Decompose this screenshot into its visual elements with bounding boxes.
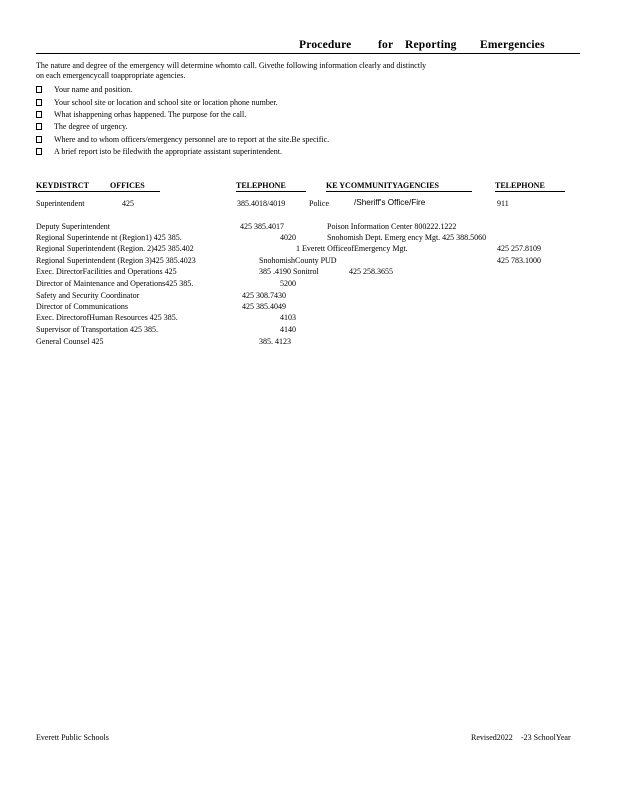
list-item: Your school site or location and school site or location phone number.	[54, 98, 278, 107]
office-phone: 385.4018/4019	[237, 199, 286, 208]
title-word-reporting: Reporting	[405, 39, 457, 51]
bullet-box-icon	[36, 99, 42, 106]
office-cell: Exec. DirectorFacilities and Operations 425	[36, 267, 177, 276]
phone-cell: 425 385.4017	[240, 222, 284, 231]
office-cell: Exec. DirectorofHuman Resources 425 385.	[36, 313, 178, 322]
office-cell: Regional Superintendent (Region. 2)425 385.402	[36, 244, 194, 253]
office-cell: Director of Maintenance and Operations425 385.	[36, 279, 194, 288]
phone-cell: 425 308.7430	[242, 291, 286, 300]
area-code: 425	[122, 199, 134, 208]
header-telephone-right: TELEPHONE	[495, 181, 545, 190]
phone-cell: 385. 4123	[259, 337, 291, 346]
header-offices: OFFICES	[110, 181, 145, 190]
bullet-box-icon	[36, 136, 42, 143]
header-key-district: KEYDISTRCT	[36, 181, 89, 190]
bullet-box-icon	[36, 123, 42, 130]
header-underline	[326, 191, 472, 192]
list-item: Your name and position.	[54, 85, 133, 94]
title-word-procedure: Procedure	[299, 39, 352, 51]
office-cell: Supervisor of Transportation 425 385.	[36, 325, 158, 334]
footer-school-year: -23 SchoolYear	[521, 733, 571, 742]
office-label: Superintendent	[36, 199, 85, 208]
header-telephone-left: TELEPHONE	[236, 181, 286, 190]
phone-cell: 4020	[280, 233, 296, 242]
list-item: Where and to whom officers/emergency personnel are to report at the site.Be specific.	[54, 135, 330, 144]
bullet-box-icon	[36, 148, 42, 155]
phone-cell: 5200	[280, 279, 296, 288]
footer-district: Everett Public Schools	[36, 733, 109, 742]
office-cell: Director of Communications	[36, 302, 128, 311]
office-cell: Safety and Security Coordinator	[36, 291, 140, 300]
header-underline	[236, 191, 306, 192]
phone-cell: 4140	[280, 325, 296, 334]
emergency-number: 911	[497, 199, 509, 208]
header-underline	[36, 191, 160, 192]
office-cell: Deputy Superintendent	[36, 222, 110, 231]
phone-cell: 385 .4190 Sonitrol	[259, 267, 319, 276]
agency-cell: 425 258.3655	[349, 267, 393, 276]
office-cell: Regional Superintendent (Region 3)425 385.4023	[36, 256, 196, 265]
phone-cell: 1 Everett OfficeofEmergency Mgt.	[296, 244, 408, 253]
title-rule	[36, 53, 580, 54]
agency-cell: 425 257.8109	[497, 244, 541, 253]
bullet-box-icon	[36, 86, 42, 93]
phone-cell: 4103	[280, 313, 296, 322]
list-item: The degree of urgency.	[54, 122, 128, 131]
list-item: What ishappening orhas happened. The purpose for the call.	[54, 110, 247, 119]
office-cell: General Counsel 425	[36, 337, 104, 346]
agency-cell: 425 783.1000	[497, 256, 541, 265]
bullet-box-icon	[36, 111, 42, 118]
title-word-emergencies: Emergencies	[480, 39, 545, 51]
header-underline	[495, 191, 565, 192]
footer-revised: Revised2022	[471, 733, 513, 742]
title-word-for: for	[378, 39, 394, 51]
list-item: A brief report isto be filedwith the appropriate assistant superintendent.	[54, 147, 282, 156]
agency-police: Police	[309, 199, 329, 208]
header-key-community-agencies: KE YCOMMUNITYAGENCIES	[326, 181, 439, 190]
intro-line-2: on each emergencycall toappropriate agencies.	[36, 71, 186, 80]
agency-cell: Snohomish Dept. Emerg ency Mgt. 425 388.5060	[327, 233, 487, 242]
agency-sheriff-fire: /Sheriff's Office/Fire	[354, 198, 426, 207]
office-cell: Regional Superintende nt (Region1) 425 385.	[36, 233, 182, 242]
phone-cell: 425 385.4049	[242, 302, 286, 311]
agency-cell: Poison Information Center 800222.1222	[327, 222, 457, 231]
intro-line-1: The nature and degree of the emergency will determine whomto call. Givethe following information clearly and distinctly	[36, 61, 427, 70]
phone-cell: SnohomishCounty PUD	[259, 256, 337, 265]
